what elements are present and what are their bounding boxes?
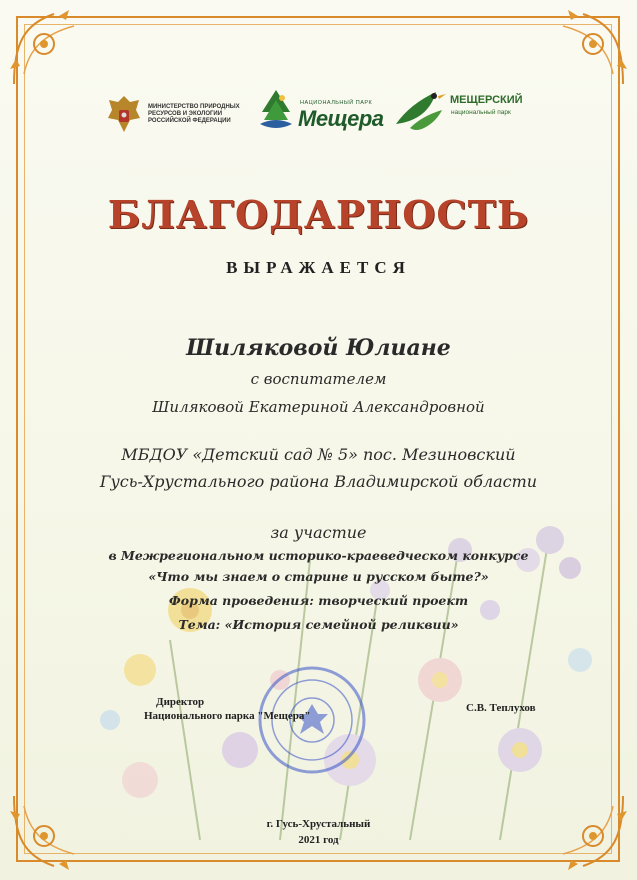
recipient-name: Шиляковой Юлиане — [186, 335, 451, 361]
director-organization: Национального парка "Мещера" — [144, 710, 311, 722]
corner-ornament-icon — [543, 786, 633, 876]
institution-line-2: Гусь-Хрустального района Владимирской области — [99, 472, 538, 491]
with-teacher-text: с воспитателем — [250, 370, 387, 388]
logo-row — [0, 78, 637, 148]
meshchersky-subtitle: национальный парк — [451, 109, 511, 116]
for-participation-text: за участие — [270, 523, 367, 542]
ministry-logo-text: МИНИСТЕРСТВО ПРИРОДНЫХ РЕСУРСОВ И ЭКОЛОГИИ РОССИЙСКОЙ ФЕДЕРАЦИИ — [148, 104, 240, 124]
park-small-label: НАЦИОНАЛЬНЫЙ ПАРК — [300, 100, 373, 106]
institution-line-1: МБДОУ «Детский сад № 5» пос. Мезиновский — [121, 445, 516, 464]
form-text: Форма проведения: творческий проект — [168, 593, 469, 608]
corner-ornament-icon — [4, 786, 94, 876]
year-label: 2021 год — [298, 834, 339, 846]
meshchersky-park-bird-icon — [392, 84, 448, 140]
topic-text: Тема: «История семейной реликвии» — [178, 617, 459, 632]
contest-line-2: «Что мы знаем о старине и русском быте?» — [148, 569, 489, 584]
contest-line-1: в Межрегиональном историко-краеведческом конкурсе — [108, 548, 529, 563]
russian-coat-of-arms-icon — [106, 94, 142, 134]
certificate-title: БЛАГОДАРНОСТЬ — [107, 192, 530, 237]
park-name-logo: Мещера — [298, 106, 384, 131]
city-label: г. Гусь-Хрустальный — [266, 818, 371, 830]
signer-name: С.В. Теплухов — [466, 702, 536, 714]
director-title: Директор — [156, 696, 205, 708]
certificate-subtitle: ВЫРАЖАЕТСЯ — [226, 258, 411, 277]
teacher-name: Шиляковой Екатериной Александровной — [152, 398, 485, 416]
meshchera-park-logo-icon — [256, 86, 296, 134]
meshchersky-title: МЕЩЕРСКИЙ — [450, 94, 523, 106]
